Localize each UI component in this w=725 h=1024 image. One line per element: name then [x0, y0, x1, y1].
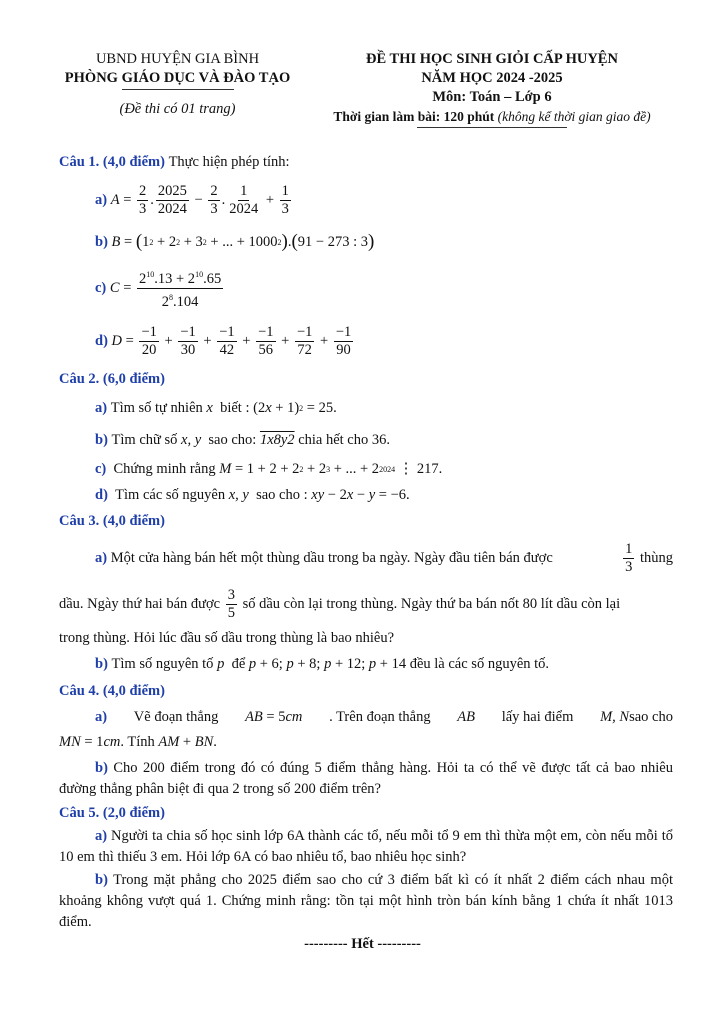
- department-name: UBND HUYỆN GIA BÌNH: [95, 51, 260, 67]
- exam-content: [59, 148, 673, 933]
- question-1-title: Câu 1. (4,0 điểm) Thực hiện phép tính:: [59, 153, 290, 170]
- q3-part-a-line1: a) Một cửa hàng bán hết một thùng dầu trong ba ngày. Ngày đầu tiên bán được 1 3 thùng: [95, 540, 673, 575]
- q1-part-a: a) A = $\frac{2}{3}$ . 2025 2024 − $\frac{2}{3}$ . 1 2024 + $\frac{1}{3}$: [95, 182, 289, 217]
- time-limit: Thời gian làm bài: 120 phút (không kể thời gian giao đề): [333, 109, 651, 124]
- q2-part-d: d) Tìm các số nguyên x, y sao cho : xy − 2 x − y = −6.: [95, 486, 410, 503]
- q4-part-a-line2: MN = 1 cm . Tính AM + BN .: [59, 733, 217, 750]
- q4-part-a-line1: a) Vẽ đoạn thẳng AB = 5cm . Trên đoạn thẳng AB lấy hai điểm M, Nsao cho: [95, 708, 673, 725]
- q3-part-a-line2: dầu. Ngày thứ hai bán được 3 5 số dầu còn lại trong thùng. Ngày thứ ba bán nốt 80 lít dầu còn lại: [59, 586, 621, 621]
- exam-title: ĐỀ THI HỌC SINH GIỎI CẤP HUYỆN: [366, 51, 618, 67]
- question-4-title: Câu 4. (4,0 điểm): [59, 682, 165, 699]
- end-marker: --------- Hết ---------: [304, 936, 421, 952]
- school-year: NĂM HỌC 2024 -2025: [421, 70, 563, 86]
- header-right: [312, 50, 672, 128]
- q2-part-a: a) Tìm số tự nhiên x biết : (2 x + 1) 2 = 25.: [95, 399, 337, 416]
- header-left: [40, 50, 315, 119]
- q2-part-c: c) Chứng minh rằng M = 1 + 2 + 2 2 + 2 3 + ... + 2 2024 ⋮ 217.: [95, 460, 443, 477]
- q3-part-b: b) Tìm số nguyên tố p để p + 6; p + 8; p + 12; p + 14 đều là các số nguyên tố.: [95, 655, 550, 672]
- q1-part-d: d) D = −1 20 + −1 30 + −1 42 + −1 56 + −1 72 + −1 90: [95, 323, 352, 358]
- q2-part-b: b) Tìm chữ số x, y sao cho: 1x8y2 chia hết cho 36.: [95, 431, 390, 448]
- divider: [417, 127, 567, 128]
- question-5-title: Câu 5. (2,0 điểm): [59, 804, 165, 821]
- q4-part-b: b) Cho 200 điểm trong đó có đúng 5 điểm thẳng hàng. Hỏi ta có thể vẽ được tất cả bao nhiêu đường thẳng phân biệt đi qua 2 trong số 200 điểm trên?: [59, 760, 673, 797]
- office-name: PHÒNG GIÁO DỤC VÀ ĐÀO TẠO: [64, 70, 291, 86]
- q1-part-c: c) C = $2^{10}.13 + 2^{10}.65$ $2^8.104$: [59, 260, 673, 316]
- page-count-note: (Đề thi có 01 trang): [119, 101, 236, 117]
- subject: Môn: Toán – Lớp 6: [432, 89, 552, 105]
- q3-part-a-line3: trong thùng. Hỏi lúc đầu số dầu trong thùng là bao nhiêu?: [59, 629, 395, 646]
- question-3-title: Câu 3. (4,0 điểm): [59, 512, 165, 529]
- question-2-title: Câu 2. (6,0 điểm): [59, 370, 165, 387]
- q1-part-b: b) B = ( 1 2 + 2 2 + 3 2 + ... + 1000 2 ) . ( 91 − 273 : 3 ): [95, 231, 375, 252]
- q5-part-b: b) Trong mặt phẳng cho 2025 điểm sao cho cứ 3 điểm bất kì có ít nhất 2 điểm cách nhau một khoảng không vượt quá 1. Chứng minh rằng: tồn tại một hình tròn bán kính bằng 1 chứa ít nhất 1013 điểm.: [59, 872, 673, 930]
- q5-part-a: a) Người ta chia số học sinh lớp 6A thành các tổ, nếu mỗi tổ 9 em thì thừa một em, còn nếu mỗi tổ 10 em thì thiếu 3 em. Hỏi lớp 6A có bao nhiêu tổ, bao nhiêu học sinh?: [59, 828, 674, 865]
- divider: [122, 89, 234, 90]
